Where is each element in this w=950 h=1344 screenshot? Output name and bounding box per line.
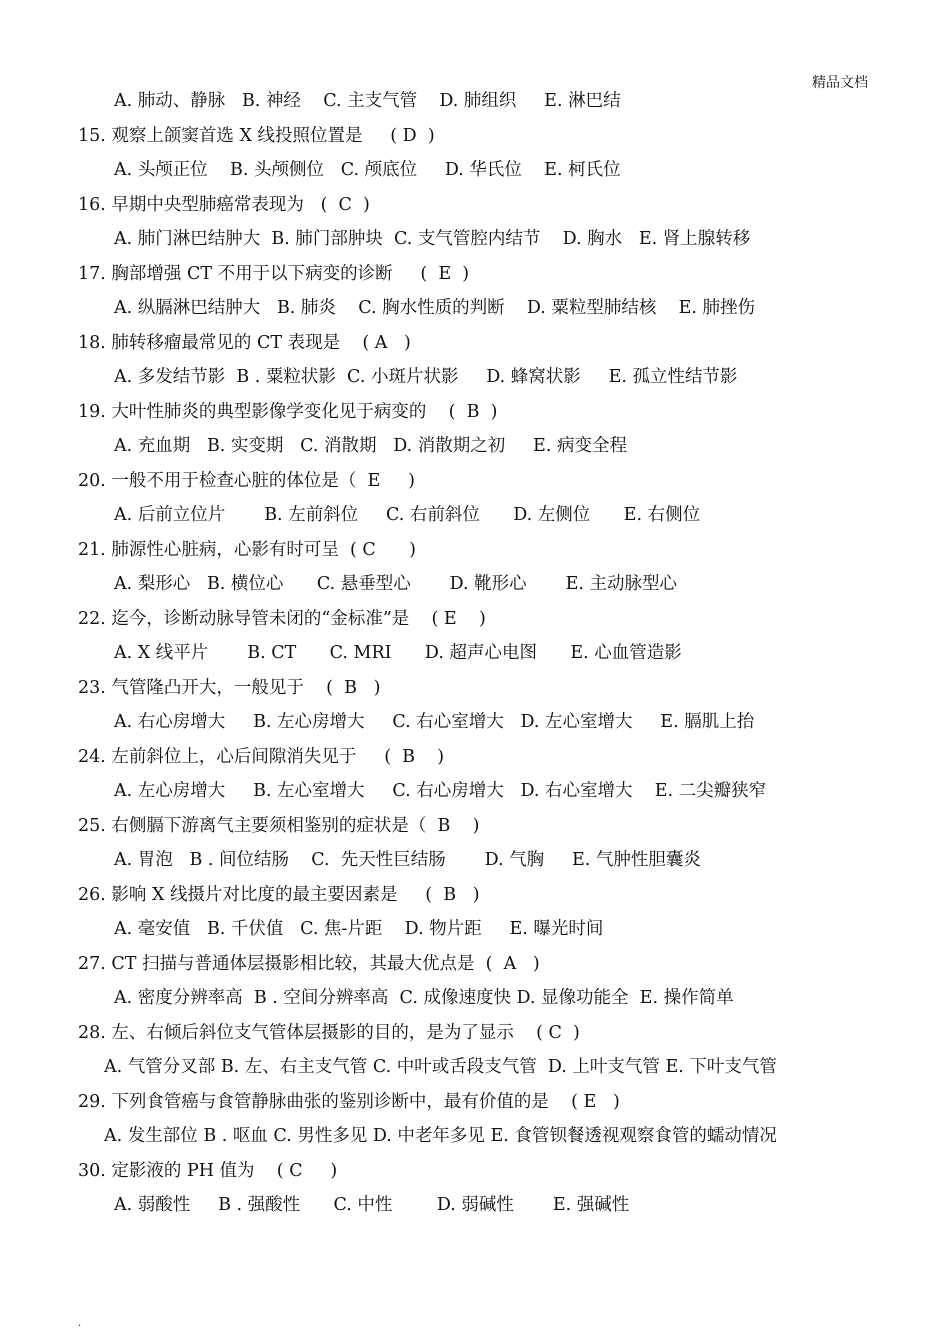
options-line-16: A. 肺门淋巴结肿大 B. 肺门部肿块 C. 支气管腔内结节 D. 胸水 E. 肾上腺转移 (114, 229, 751, 249)
question-22: 22. 迄今，诊断动脉导管未闭的“金标准”是 ( E ) (78, 608, 486, 629)
options-line-26: A. 毫安值 B. 千伏值 C. 焦-片距 D. 物片距 E. 曝光时间 (114, 919, 604, 939)
question-30: 30. 定影液的 PH 值为 ( C ) (78, 1160, 338, 1181)
header-note: 精品文档 (812, 75, 868, 91)
question-23: 23. 气管隆凸开大，一般见于 ( B ) (78, 677, 381, 698)
question-21: 21. 肺源性心脏病，心影有时可呈 ( C ) (78, 539, 417, 560)
question-24: 24. 左前斜位上，心后间隙消失见于 ( B ) (78, 746, 445, 767)
options-line-23: A. 右心房增大 B. 左心房增大 C. 右心室增大 D. 左心室增大 E. 膈肌上抬 (114, 712, 755, 732)
options-line-24: A. 左心房增大 B. 左心室增大 C. 右心房增大 D. 右心室增大 E. 二尖瓣狭窄 (114, 781, 767, 801)
options-line-22: A. X 线平片 B. CT C. MRI D. 超声心电图 E. 心血管造影 (114, 643, 682, 663)
question-17: 17. 胸部增强 CT 不用于以下病变的诊断 ( E ) (78, 263, 470, 284)
footer-mark: . (78, 1318, 82, 1329)
question-15: 15. 观察上颌窦首选 X 线投照位置是 ( D ) (78, 125, 435, 146)
question-18: 18. 肺转移瘤最常见的 CT 表现是 ( A ) (78, 332, 411, 353)
question-28: 28. 左、右倾后斜位支气管体层摄影的目的，是为了显示 ( C ) (78, 1022, 580, 1043)
question-16: 16. 早期中央型肺癌常表现为 ( C ) (78, 194, 370, 215)
question-26: 26. 影响 X 线摄片对比度的最主要因素是 ( B ) (78, 884, 480, 905)
options-line-17: A. 纵膈淋巴结肿大 B. 肺炎 C. 胸水性质的判断 D. 粟粒型肺结核 E. 肺挫伤 (114, 298, 756, 318)
question-20: 20. 一般不用于检查心脏的体位是（ E ) (78, 470, 415, 491)
options-line-30: A. 弱酸性 B . 强酸性 C. 中性 D. 弱碱性 E. 强碱性 (114, 1195, 630, 1215)
options-line-25: A. 胃泡 B . 间位结肠 C. 先天性巨结肠 D. 气胸 E. 气肿性胆囊炎 (114, 850, 701, 870)
options-line-20: A. 后前立位片 B. 左前斜位 C. 右前斜位 D. 左侧位 E. 右侧位 (114, 505, 701, 525)
options-line-18: A. 多发结节影 B . 粟粒状影 C. 小斑片状影 D. 蜂窝状影 E. 孤立性结节影 (114, 367, 738, 387)
question-19: 19. 大叶性肺炎的典型影像学变化见于病变的 ( B ) (78, 401, 498, 422)
options-line-21: A. 梨形心 B. 横位心 C. 悬垂型心 D. 靴形心 E. 主动脉型心 (114, 574, 678, 594)
options-line-28: A. 气管分叉部 B. 左、右主支气管 C. 中叶或舌段支气管 D. 上叶支气管 E. 下叶支气管 (104, 1057, 777, 1077)
options-line-29: A. 发生部位 B . 呕血 C. 男性多见 D. 中老年多见 E. 食管钡餐透视观察食管的蠕动情况 (104, 1126, 777, 1146)
options-line-14: A. 肺动、静脉 B. 神经 C. 主支气管 D. 肺组织 E. 淋巴结 (114, 91, 621, 111)
question-27: 27. CT 扫描与普通体层摄影相比较，其最大优点是 ( A ) (78, 953, 540, 974)
options-line-15: A. 头颅正位 B. 头颅侧位 C. 颅底位 D. 华氏位 E. 柯氏位 (114, 160, 621, 180)
question-29: 29. 下列食管癌与食管静脉曲张的鉴别诊断中，最有价值的是 ( E ) (78, 1091, 620, 1112)
question-25: 25. 右侧膈下游离气主要须相鉴别的症状是（ B ) (78, 815, 480, 836)
options-line-19: A. 充血期 B. 实变期 C. 消散期 D. 消散期之初 E. 病变全程 (114, 436, 627, 456)
question-list (78, 88, 878, 1227)
options-line-27: A. 密度分辨率高 B . 空间分辨率高 C. 成像速度快 D. 显像功能全 E. 操作简单 (114, 988, 734, 1008)
